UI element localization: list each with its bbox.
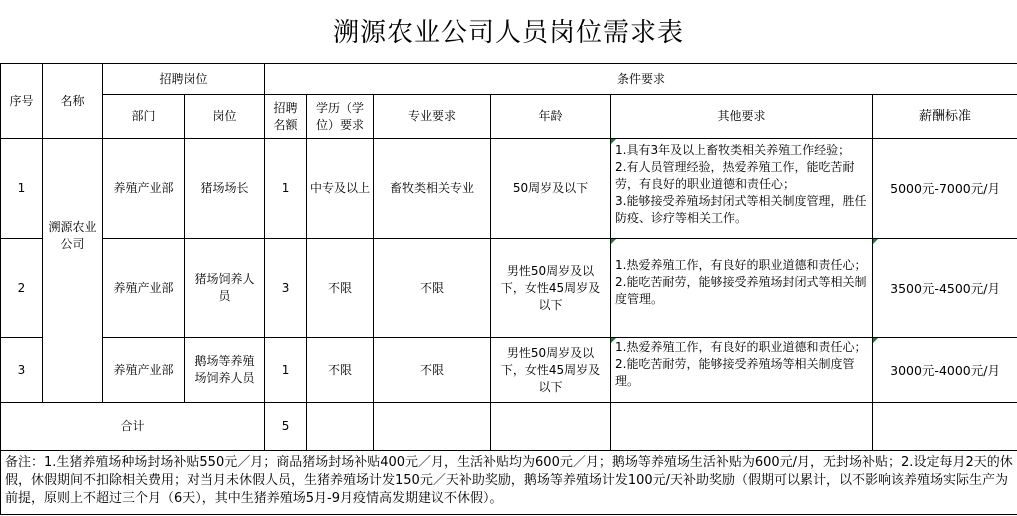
- header-other: 其他要求: [611, 95, 873, 139]
- recruitment-table: [0, 63, 1017, 515]
- header-department: 部门: [103, 95, 185, 139]
- row-seq: 1: [1, 139, 43, 239]
- total-label: 合计: [1, 403, 265, 451]
- row-count: 1: [265, 338, 307, 403]
- row-age: 男性50周岁及以下，女性45周岁及以下: [491, 239, 611, 338]
- row-education: 不限: [307, 239, 374, 338]
- row-department: 养殖产业部: [103, 338, 185, 403]
- header-major: 专业要求: [374, 95, 491, 139]
- table-row: [1, 239, 1017, 338]
- total-row: [1, 403, 1017, 451]
- header-age: 年龄: [491, 95, 611, 139]
- table-row: [1, 139, 1017, 239]
- row-other-text: 1.热爱养殖工作，有良好的职业道德和责任心； 2.能吃苦耐劳，能够接受养殖场封闭式等相关制度管理。: [615, 258, 867, 306]
- row-count: 1: [265, 139, 307, 239]
- row-other-text: 1.具有3年及以上畜牧类相关养殖工作经验； 2.有人员管理经验，热爱养殖工作，能吃苦耐劳，有良好的职业道德和责任心； 3.能够接受养殖场封闭式等相关制度管理，胜任防疫、诊疗等相关工作。: [615, 143, 867, 225]
- row-other: [611, 239, 873, 338]
- row-salary: 3500元-4500元/月: [873, 239, 1017, 338]
- header-recruit-position: 招聘岗位: [103, 64, 265, 95]
- row-major: 不限: [374, 239, 491, 338]
- row-education: 中专及以上: [307, 139, 374, 239]
- row-other: [611, 139, 873, 239]
- row-seq: 3: [1, 338, 43, 403]
- row-major: 不限: [374, 338, 491, 403]
- header-salary: 薪酬标准: [873, 95, 1017, 139]
- row-salary: 5000元-7000元/月: [873, 139, 1017, 239]
- header-seq: 序号: [1, 64, 43, 139]
- row-age: 男性50周岁及以下，女性45周岁及以下: [491, 338, 611, 403]
- table-row: [1, 338, 1017, 403]
- company-name: 溯源农业公司: [43, 139, 103, 403]
- row-department: 养殖产业部: [103, 139, 185, 239]
- row-position: 猪场饲养人员: [185, 239, 265, 338]
- row-position: 鹅场等养殖场饲养人员: [185, 338, 265, 403]
- row-other: [611, 338, 873, 403]
- row-salary: 3000元-4000元/月: [873, 338, 1017, 403]
- header-conditions: 条件要求: [265, 64, 1017, 95]
- header-position: 岗位: [185, 95, 265, 139]
- page-title: 溯源农业公司人员岗位需求表: [332, 18, 684, 48]
- row-major: 畜牧类相关专业: [374, 139, 491, 239]
- row-age: 50周岁及以下: [491, 139, 611, 239]
- total-count: 5: [265, 403, 307, 451]
- row-education: 不限: [307, 338, 374, 403]
- header-count: 招聘名额: [265, 95, 307, 139]
- row-seq: 2: [1, 239, 43, 338]
- remarks: 备注：1.生猪养殖场种场封场补贴550元／月；商品猪场封场补贴400元／月，生活补贴均为600元／月；鹅场等养殖场生活补贴为600元/月，无封场补贴；2.设定每月2天的休假，休假期间不扣除相关费用；对当月未休假人员，生猪养殖场计发150元／天补助奖励，鹅场等养殖场计发100元/天补助奖励（假期可以累计，以不影响该养殖场实际生产为前提，原则上不超过三个月（6天），其中生猪养殖场5月-9月疫情高发期建议不休假）。: [1, 451, 1017, 515]
- row-count: 3: [265, 239, 307, 338]
- row-position: 猪场场长: [185, 139, 265, 239]
- row-department: 养殖产业部: [103, 239, 185, 338]
- row-other-text: 1.热爱养殖工作，有良好的职业道德和责任心； 2.能吃苦耐劳，能够接受养殖场等相关制度管理。: [615, 340, 867, 388]
- header-education: 学历（学位）要求: [307, 95, 374, 139]
- header-name: 名称: [43, 64, 103, 139]
